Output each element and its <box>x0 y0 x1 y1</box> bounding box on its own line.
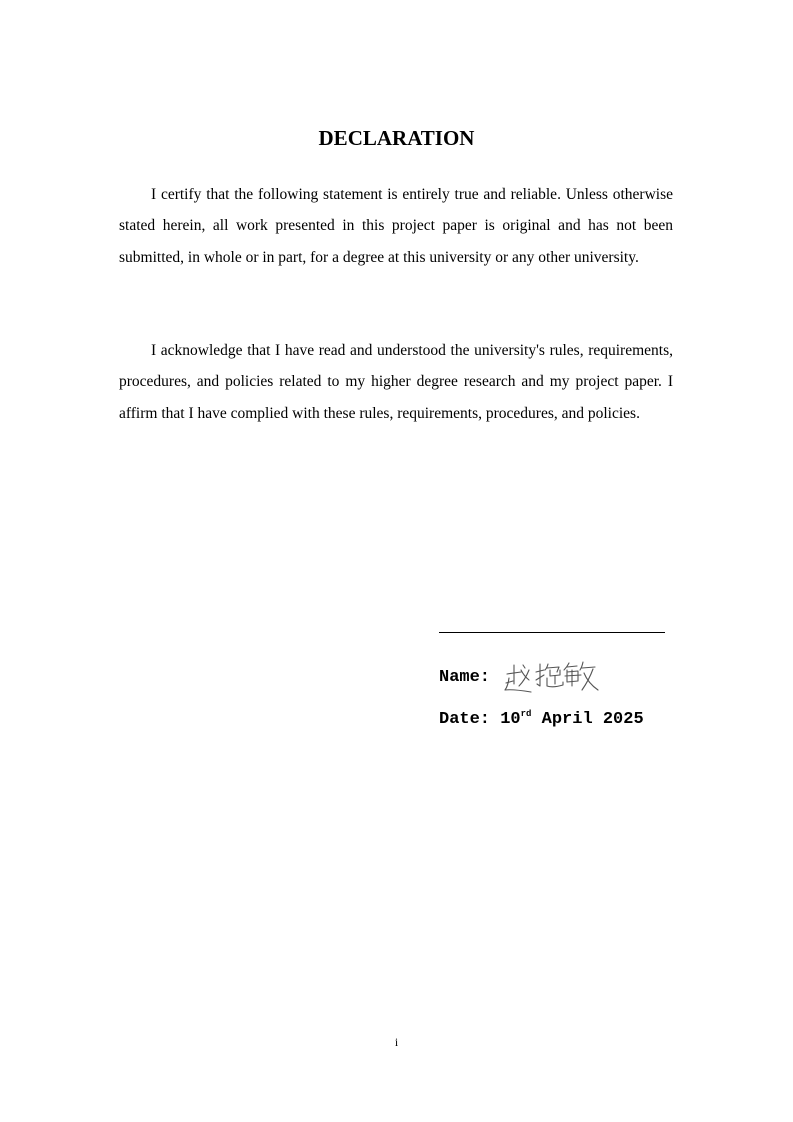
date-field <box>439 709 644 731</box>
signature-line <box>439 632 665 633</box>
declaration-paragraph-acknowledge: I acknowledge that I have read and understood the university's rules, requirements, procedures, and policies related to my higher degree research and my project paper. I affirm that I have complied with these rules, requirements, procedures, and policies. <box>119 342 673 422</box>
name-field <box>439 667 490 689</box>
date-label: Date: <box>439 710 491 729</box>
declaration-paragraph-certify: I certify that the following statement is entirely true and reliable. Unless otherwise stated herein, all work presented in this project paper is original and has not been submitted, in whole or in part, for a degree at this university or any other university. <box>119 186 673 266</box>
name-label: Name: <box>439 668 491 687</box>
date-month-year: April 2025 <box>541 710 644 729</box>
date-day: 10 <box>500 710 521 729</box>
date-day-suffix: rd <box>520 709 532 719</box>
page-number: i <box>394 1035 399 1049</box>
page-title: DECLARATION <box>318 126 475 150</box>
handwritten-signature <box>503 656 599 694</box>
